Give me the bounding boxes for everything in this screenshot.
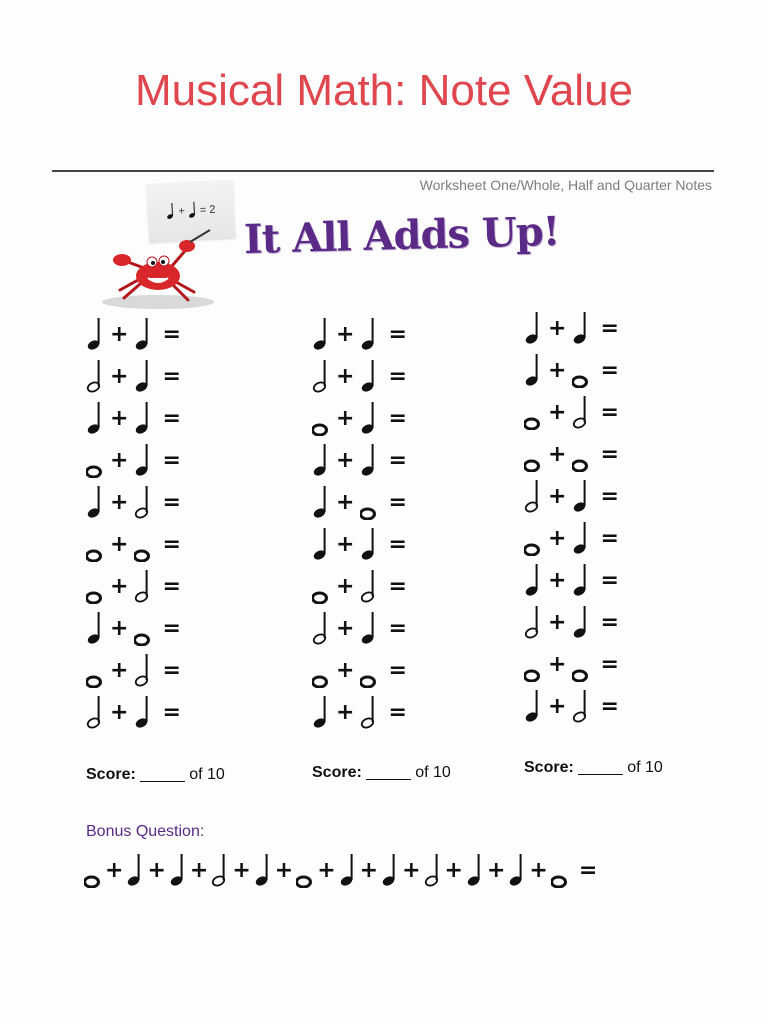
plus-sign: + [336, 322, 355, 347]
plus-sign: + [548, 442, 567, 467]
quarter-note-icon [312, 316, 330, 352]
equals-sign: = [162, 700, 181, 725]
equals-sign: = [162, 532, 181, 557]
half-note-icon [134, 652, 152, 688]
whole-note-icon [134, 526, 152, 562]
plus-sign: + [110, 658, 129, 683]
equals-sign: = [600, 652, 619, 677]
plus-sign: + [110, 532, 129, 557]
bonus-equation [84, 846, 597, 888]
whole-note-icon [86, 526, 104, 562]
sign-note-right [187, 200, 197, 221]
quarter-note-icon [360, 610, 378, 646]
quarter-note-icon [312, 526, 330, 562]
plus-sign: + [336, 658, 355, 683]
quarter-note-icon [360, 400, 378, 436]
equals-sign: = [388, 700, 407, 725]
plus-sign: + [336, 364, 355, 389]
quarter-note-icon [524, 352, 542, 388]
quarter-note-icon [312, 484, 330, 520]
equation-row [86, 478, 181, 520]
quarter-note-icon [508, 852, 526, 888]
equation-row [312, 520, 407, 562]
half-note-icon [86, 694, 104, 730]
plus-sign: + [336, 532, 355, 557]
equals-sign: = [388, 364, 407, 389]
quarter-note-icon [572, 562, 590, 598]
equation-row [524, 682, 619, 724]
score-line-2 [312, 764, 451, 782]
quarter-note-icon [312, 694, 330, 730]
equals-sign: = [162, 322, 181, 347]
plus-sign: + [548, 358, 567, 383]
equation-row [86, 688, 181, 730]
equation-row [312, 436, 407, 478]
plus-sign: + [189, 858, 209, 883]
whole-note-icon [524, 436, 542, 472]
plus-sign: + [548, 316, 567, 341]
equals-sign: = [600, 442, 619, 467]
quarter-note-icon [134, 694, 152, 730]
whole-note-icon [312, 652, 330, 688]
half-note-icon [524, 604, 542, 640]
equals-sign: = [600, 610, 619, 635]
half-note-icon [360, 568, 378, 604]
equation-row [524, 640, 619, 682]
plus-sign: + [402, 858, 421, 883]
half-note-icon [86, 358, 104, 394]
equation-row [524, 556, 619, 598]
quarter-note-icon [360, 526, 378, 562]
plus-sign: + [110, 700, 129, 725]
plus-sign: + [336, 448, 355, 473]
equals-sign: = [600, 694, 619, 719]
equals-sign: = [388, 406, 407, 431]
equals-sign: = [600, 358, 619, 383]
whole-note-icon [360, 484, 378, 520]
page-title: Musical Math: Note Value [134, 66, 634, 115]
equals-sign: = [388, 658, 407, 683]
equation-row [86, 394, 181, 436]
equation-row [312, 352, 407, 394]
plus-sign: + [548, 610, 567, 635]
whole-note-icon [86, 442, 104, 478]
sign-plus: + [178, 205, 186, 218]
sign-result: = 2 [199, 203, 216, 217]
equals-sign: = [162, 574, 181, 599]
equation-row [86, 562, 181, 604]
plus-sign: + [110, 322, 129, 347]
plus-sign: + [548, 694, 567, 719]
quarter-note-icon [86, 400, 104, 436]
equals-sign: = [388, 448, 407, 473]
equals-sign: = [578, 858, 598, 883]
quarter-note-icon [169, 852, 187, 888]
equation-row [312, 604, 407, 646]
whole-note-icon [572, 436, 590, 472]
plus-sign: + [110, 616, 129, 641]
equation-row [524, 346, 619, 388]
whole-note-icon [84, 852, 102, 888]
equals-sign: = [388, 322, 407, 347]
plus-sign: + [486, 858, 506, 883]
half-note-icon [360, 694, 378, 730]
sign-note-left [166, 201, 176, 222]
quarter-note-icon [360, 442, 378, 478]
whole-note-icon [86, 568, 104, 604]
equation-row [86, 604, 181, 646]
crab-conductor-icon [98, 226, 222, 310]
equation-row [312, 394, 407, 436]
half-note-icon [572, 394, 590, 430]
quarter-note-icon [524, 310, 542, 346]
score-label: Score: [86, 766, 136, 783]
quarter-note-icon [134, 358, 152, 394]
plus-sign: + [336, 616, 355, 641]
score-label: Score: [524, 759, 574, 776]
quarter-note-icon [86, 316, 104, 352]
quarter-note-icon [360, 358, 378, 394]
plus-sign: + [105, 858, 124, 883]
plus-sign: + [359, 858, 379, 883]
score-blank: _____ [140, 766, 185, 783]
title-divider [52, 170, 714, 172]
half-note-icon [524, 478, 542, 514]
plus-sign: + [548, 400, 567, 425]
equation-row [524, 514, 619, 556]
quarter-note-icon [524, 688, 542, 724]
equation-row [524, 598, 619, 640]
whole-note-icon [312, 568, 330, 604]
whole-note-icon [572, 352, 590, 388]
score-suffix: of 10 [627, 759, 663, 776]
equation-row [86, 352, 181, 394]
equals-sign: = [162, 616, 181, 641]
quarter-note-icon [312, 442, 330, 478]
equation-row [86, 310, 181, 352]
headline: It All Adds Up! [243, 207, 560, 264]
half-note-icon [211, 852, 229, 888]
score-suffix: of 10 [415, 764, 451, 781]
plus-sign: + [336, 700, 355, 725]
equals-sign: = [600, 400, 619, 425]
plus-sign: + [147, 858, 166, 883]
quarter-note-icon [134, 400, 152, 436]
plus-sign: + [317, 858, 336, 883]
plus-sign: + [232, 858, 251, 883]
plus-sign: + [336, 406, 355, 431]
quarter-note-icon [339, 852, 357, 888]
quarter-note-icon [572, 604, 590, 640]
equation-row [86, 646, 181, 688]
equals-sign: = [600, 484, 619, 509]
equals-sign: = [388, 616, 407, 641]
quarter-note-icon [126, 852, 144, 888]
quarter-note-icon [381, 852, 399, 888]
quarter-note-icon [360, 316, 378, 352]
equals-sign: = [600, 316, 619, 341]
score-label: Score: [312, 764, 362, 781]
plus-sign: + [110, 364, 129, 389]
equation-row [524, 388, 619, 430]
equals-sign: = [162, 364, 181, 389]
plus-sign: + [336, 574, 355, 599]
half-note-icon [134, 568, 152, 604]
half-note-icon [424, 852, 442, 888]
equals-sign: = [388, 532, 407, 557]
plus-sign: + [336, 490, 355, 515]
quarter-note-icon [86, 610, 104, 646]
half-note-icon [312, 610, 330, 646]
equals-sign: = [162, 406, 181, 431]
equation-row [312, 478, 407, 520]
equals-sign: = [388, 490, 407, 515]
whole-note-icon [312, 400, 330, 436]
equation-row [86, 436, 181, 478]
quarter-note-icon [572, 478, 590, 514]
whole-note-icon [524, 394, 542, 430]
bonus-label: Bonus Question: [86, 823, 205, 840]
score-line-3 [524, 759, 663, 777]
score-blank: _____ [578, 759, 623, 776]
equation-row [86, 520, 181, 562]
quarter-note-icon [134, 442, 152, 478]
whole-note-icon [86, 652, 104, 688]
quarter-note-icon [254, 852, 272, 888]
equals-sign: = [600, 526, 619, 551]
equals-sign: = [162, 658, 181, 683]
worksheet-subtitle: Worksheet One/Whole, Half and Quarter Notes [419, 177, 712, 193]
plus-sign: + [110, 574, 129, 599]
half-note-icon [134, 484, 152, 520]
half-note-icon [312, 358, 330, 394]
plus-sign: + [110, 406, 129, 431]
whole-note-icon [572, 646, 590, 682]
plus-sign: + [548, 652, 567, 677]
quarter-note-icon [524, 562, 542, 598]
whole-note-icon [134, 610, 152, 646]
equals-sign: = [388, 574, 407, 599]
quarter-note-icon [86, 484, 104, 520]
equation-row [312, 646, 407, 688]
half-note-icon [572, 688, 590, 724]
whole-note-icon [524, 646, 542, 682]
plus-sign: + [110, 448, 129, 473]
plus-sign: + [548, 526, 567, 551]
quarter-note-icon [134, 316, 152, 352]
plus-sign: + [548, 568, 567, 593]
plus-sign: + [444, 858, 463, 883]
equation-row [524, 304, 619, 346]
score-blank: _____ [366, 764, 411, 781]
whole-note-icon [296, 852, 314, 888]
quarter-note-icon [466, 852, 484, 888]
score-line-1 [86, 766, 225, 784]
equals-sign: = [162, 490, 181, 515]
plus-sign: + [548, 484, 567, 509]
equals-sign: = [162, 448, 181, 473]
equation-row [312, 310, 407, 352]
whole-note-icon [551, 852, 569, 888]
score-suffix: of 10 [189, 766, 225, 783]
plus-sign: + [110, 490, 129, 515]
equation-row [524, 472, 619, 514]
equals-sign: = [600, 568, 619, 593]
equation-row [312, 562, 407, 604]
whole-note-icon [360, 652, 378, 688]
whole-note-icon [524, 520, 542, 556]
equation-row [524, 430, 619, 472]
plus-sign: + [529, 858, 548, 883]
plus-sign: + [274, 858, 294, 883]
quarter-note-icon [572, 520, 590, 556]
equation-row [312, 688, 407, 730]
quarter-note-icon [572, 310, 590, 346]
